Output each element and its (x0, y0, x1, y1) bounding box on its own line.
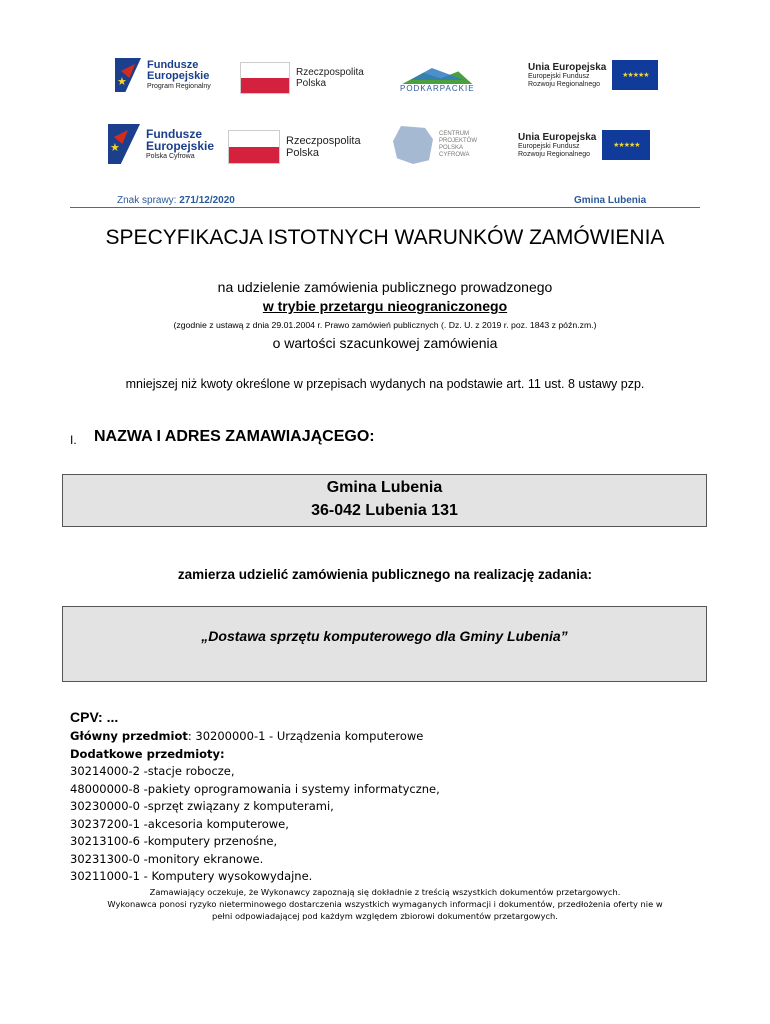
intro-line-1: na udzielenie zamówienia publicznego prowadzonego (217, 279, 553, 295)
logo-rzeczpospolita-polska: Rzeczpospolita Polska (240, 62, 364, 94)
footer-note: Zamawiający oczekuje, że Wykonawcy zapoznają się dokładnie z treścią wszystkich dokumentów przetargowych. Wykonawca ponosi ryzyko nieterminowego dostarczenia wszystkich wymaganych informacji i dokumentów, przedłożenia oferty nie w pełni odpowiadającej pod każdym względem zbiorowi dokumentów przetargowych. (107, 887, 663, 921)
logo-unia-europejska-regional-2: Unia Europejska Europejski Fundusz Rozwoju Regionalnego ★★★★★ (518, 130, 650, 160)
logo-rzeczpospolita-polska-2: Rzeczpospolita Polska (228, 130, 361, 164)
task-intro: zamierza udzielić zamówienia publicznego na realizację zadania: (177, 567, 593, 582)
case-number: Znak sprawy: 271/12/2020 (117, 195, 235, 206)
cpv-additional-label: Dodatkowe przedmioty: (70, 746, 225, 761)
list-item: 30211000-1 - Komputery wysokowydajne. (70, 869, 313, 883)
list-item: 30214000-2 -stacje robocze, (70, 764, 235, 778)
cpv-list (70, 728, 440, 886)
authority-address: 36-042 Lubenia 131 (311, 502, 458, 519)
section-title: NAZWA I ADRES ZAMAWIAJĄCEGO: (94, 428, 375, 445)
eu-flag-icon: ★★★★★ (602, 130, 650, 160)
polish-flag-icon (240, 62, 290, 94)
poland-map-icon (393, 126, 433, 164)
logo-centrum-projektow-polska-cyfrowa: CENTRUM PROJEKTÓW POLSKA CYFROWA (393, 126, 477, 164)
fe-star-icon: ★ (115, 58, 141, 92)
cpv-label: CPV: ... (70, 709, 119, 725)
logo-unia-europejska-regional: Unia Europejska Europejski Fundusz Rozwoju Regionalnego ★★★★★ (528, 60, 658, 90)
header-divider (70, 207, 700, 208)
polish-flag-icon (228, 130, 280, 164)
task-title: „Dostawa sprzętu komputerowego dla Gminy Lubenia” (201, 628, 568, 644)
intro-line-5: mniejszej niż kwoty określone w przepisach wydanych na podstawie art. 11 ust. 8 ustawy pzp. (125, 377, 645, 391)
section-number: I. (70, 433, 77, 447)
authority-name: Gmina Lubenia (326, 479, 443, 496)
task-title-box (62, 606, 707, 682)
list-item: 30230000-0 -sprzęt związany z komputerami, (70, 799, 334, 813)
logo-fundusze-europejskie-regional: ★ Fundusze Europejskie Program Regionalny (115, 58, 211, 92)
logo-podkarpackie: PODKARPACKIE (400, 62, 475, 93)
cpv-main: Główny przedmiot: 30200000-1 - Urządzenia komputerowe (70, 729, 424, 743)
logo-fundusze-europejskie-cyfrowa: ★ Fundusze Europejskie Polska Cyfrowa (108, 124, 214, 164)
fe-star-icon: ★ (108, 124, 140, 164)
document-title: SPECYFIKACJA ISTOTNYCH WARUNKÓW ZAMÓWIENIA (105, 226, 665, 249)
list-item: 30213100-6 -komputery przenośne, (70, 834, 278, 848)
contracting-authority-box (62, 474, 707, 527)
hills-icon (402, 62, 472, 84)
eu-flag-icon: ★★★★★ (612, 60, 658, 90)
procedure-mode: w trybie przetargu nieograniczonego (262, 298, 508, 314)
legal-basis: (zgodnie z ustawą z dnia 29.01.2004 r. Prawo zamówień publicznych (. Dz. U. z 2019 r. poz. 1843 z późn.zm.) (173, 320, 597, 330)
header-municipality: Gmina Lubenia (574, 195, 647, 206)
list-item: 48000000-8 -pakiety oprogramowania i systemy informatyczne, (70, 781, 440, 796)
list-item: 30231300-0 -monitory ekranowe. (70, 851, 264, 866)
list-item: 30237200-1 -akcesoria komputerowe, (70, 816, 289, 831)
intro-line-4: o wartości szacunkowej zamówienia (272, 335, 498, 351)
